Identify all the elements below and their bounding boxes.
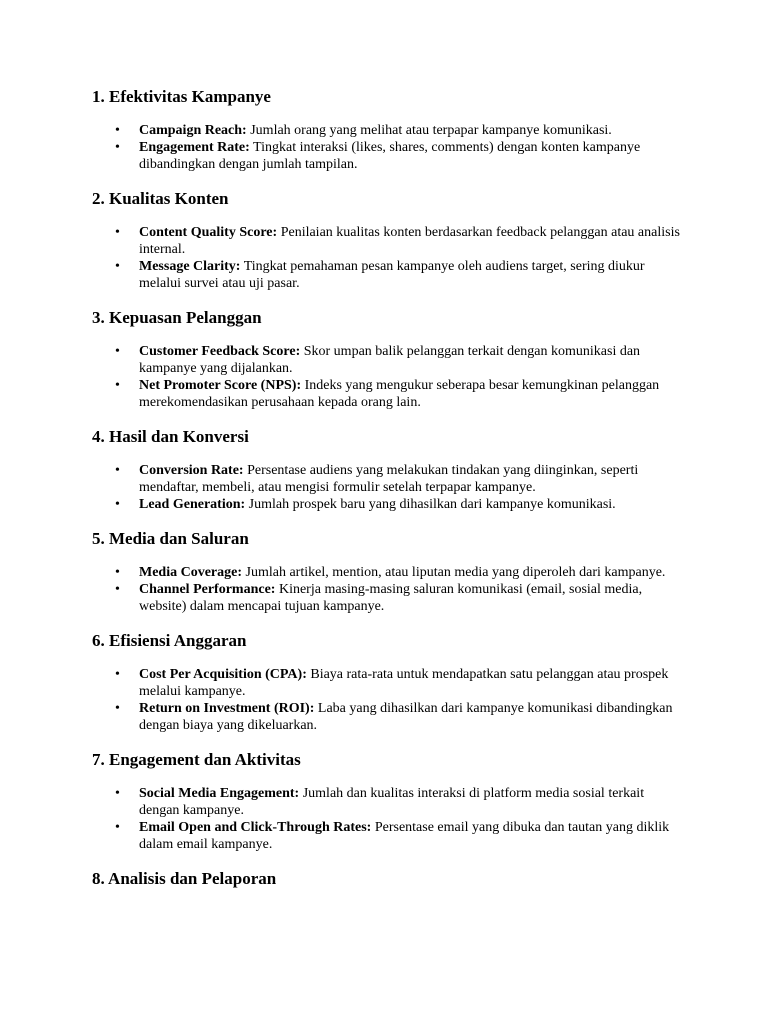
metric-term: Customer Feedback Score: [139, 344, 301, 359]
bullet-list [92, 224, 682, 292]
metric-description: Jumlah artikel, mention, atau liputan media yang diperoleh dari kampanye. [242, 565, 666, 580]
metric-description: Jumlah orang yang melihat atau terpapar kampanye komunikasi. [246, 123, 612, 138]
metric-term: Cost Per Acquisition (CPA): [139, 667, 307, 682]
section [92, 426, 682, 513]
metric-term: Message Clarity: [139, 259, 241, 274]
metric-term: Media Coverage: [139, 565, 243, 580]
metric-description: Jumlah prospek baru yang dihasilkan dari kampanye komunikasi. [245, 497, 616, 512]
bullet-icon: • [115, 497, 120, 512]
bullet-icon: • [115, 820, 120, 835]
list-item [92, 819, 682, 853]
list-item [92, 785, 682, 819]
bullet-icon: • [115, 565, 120, 580]
metric-description: Laba yang dihasilkan dari kampanye komunikasi dibandingkan dengan biaya yang dikeluarkan. [139, 701, 673, 733]
list-item [92, 666, 682, 700]
metric-description: Kinerja masing-masing saluran komunikasi (email, sosial media, website) dalam mencapai tujuan kampanye. [139, 582, 643, 614]
bullet-icon: • [115, 225, 120, 240]
bullet-list [92, 785, 682, 853]
bullet-list [92, 666, 682, 734]
list-item [92, 139, 682, 173]
section [92, 630, 682, 734]
list-item [92, 496, 682, 513]
metric-term: Engagement Rate: [139, 140, 250, 155]
metric-term: Return on Investment (ROI): [139, 701, 315, 716]
metric-description: Tingkat pemahaman pesan kampanye oleh audiens target, sering diukur melalui survei atau uji pasar. [139, 259, 645, 291]
section [92, 86, 682, 173]
metric-description: Biaya rata-rata untuk mendapatkan satu pelanggan atau prospek melalui kampanye. [139, 667, 669, 699]
bullet-icon: • [115, 140, 120, 155]
section [92, 749, 682, 853]
metric-description: Indeks yang mengukur seberapa besar kemungkinan pelanggan merekomendasikan perusahaan kepada orang lain. [139, 378, 660, 410]
bullet-icon: • [115, 123, 120, 138]
list-item [92, 122, 682, 139]
bullet-icon: • [115, 701, 120, 716]
metric-description: Penilaian kualitas konten berdasarkan feedback pelanggan atau analisis internal. [139, 225, 680, 257]
list-item [92, 581, 682, 615]
metric-term: Campaign Reach: [139, 123, 247, 138]
section-heading: 7. Engagement dan Aktivitas [92, 750, 301, 769]
metric-term: Social Media Engagement: [139, 786, 300, 801]
list-item [92, 564, 682, 581]
list-item [92, 462, 682, 496]
bullet-list [92, 343, 682, 411]
bullet-icon: • [115, 378, 120, 393]
bullet-icon: • [115, 463, 120, 478]
metric-term: Channel Performance: [139, 582, 276, 597]
section-heading: 4. Hasil dan Konversi [92, 427, 249, 446]
bullet-icon: • [115, 786, 120, 801]
bullet-list [92, 564, 682, 615]
bullet-icon: • [115, 259, 120, 274]
metric-description: Persentase audiens yang melakukan tindakan yang diinginkan, seperti mendaftar, membeli, atau mengisi formulir setelah terpapar kampanye. [139, 463, 639, 495]
section [92, 868, 682, 890]
bullet-icon: • [115, 582, 120, 597]
list-item [92, 224, 682, 258]
metric-term: Net Promoter Score (NPS): [139, 378, 302, 393]
section-heading: 1. Efektivitas Kampanye [92, 87, 271, 106]
metric-term: Conversion Rate: [139, 463, 244, 478]
section-heading: 5. Media dan Saluran [92, 529, 249, 548]
section-heading: 6. Efisiensi Anggaran [92, 631, 247, 650]
section [92, 188, 682, 292]
bullet-list [92, 462, 682, 513]
metric-description: Jumlah dan kualitas interaksi di platform media sosial terkait dengan kampanye. [139, 786, 645, 818]
list-item [92, 377, 682, 411]
list-item [92, 258, 682, 292]
metric-term: Content Quality Score: [139, 225, 278, 240]
bullet-list [92, 122, 682, 173]
section-heading: 2. Kualitas Konten [92, 189, 229, 208]
bullet-icon: • [115, 344, 120, 359]
section-heading: 8. Analisis dan Pelaporan [92, 869, 277, 888]
section [92, 528, 682, 615]
list-item [92, 700, 682, 734]
metric-description: Persentase email yang dibuka dan tautan yang diklik dalam email kampanye. [139, 820, 670, 852]
metric-term: Email Open and Click-Through Rates: [139, 820, 372, 835]
bullet-icon: • [115, 667, 120, 682]
section-heading: 3. Kepuasan Pelanggan [92, 308, 262, 327]
document-content [92, 86, 682, 890]
metric-description: Tingkat interaksi (likes, shares, comments) dengan konten kampanye dibandingkan dengan jumlah tampilan. [139, 140, 641, 172]
section [92, 307, 682, 411]
metric-term: Lead Generation: [139, 497, 246, 512]
list-item [92, 343, 682, 377]
metric-description: Skor umpan balik pelanggan terkait dengan komunikasi dan kampanye yang dijalankan. [139, 344, 641, 376]
